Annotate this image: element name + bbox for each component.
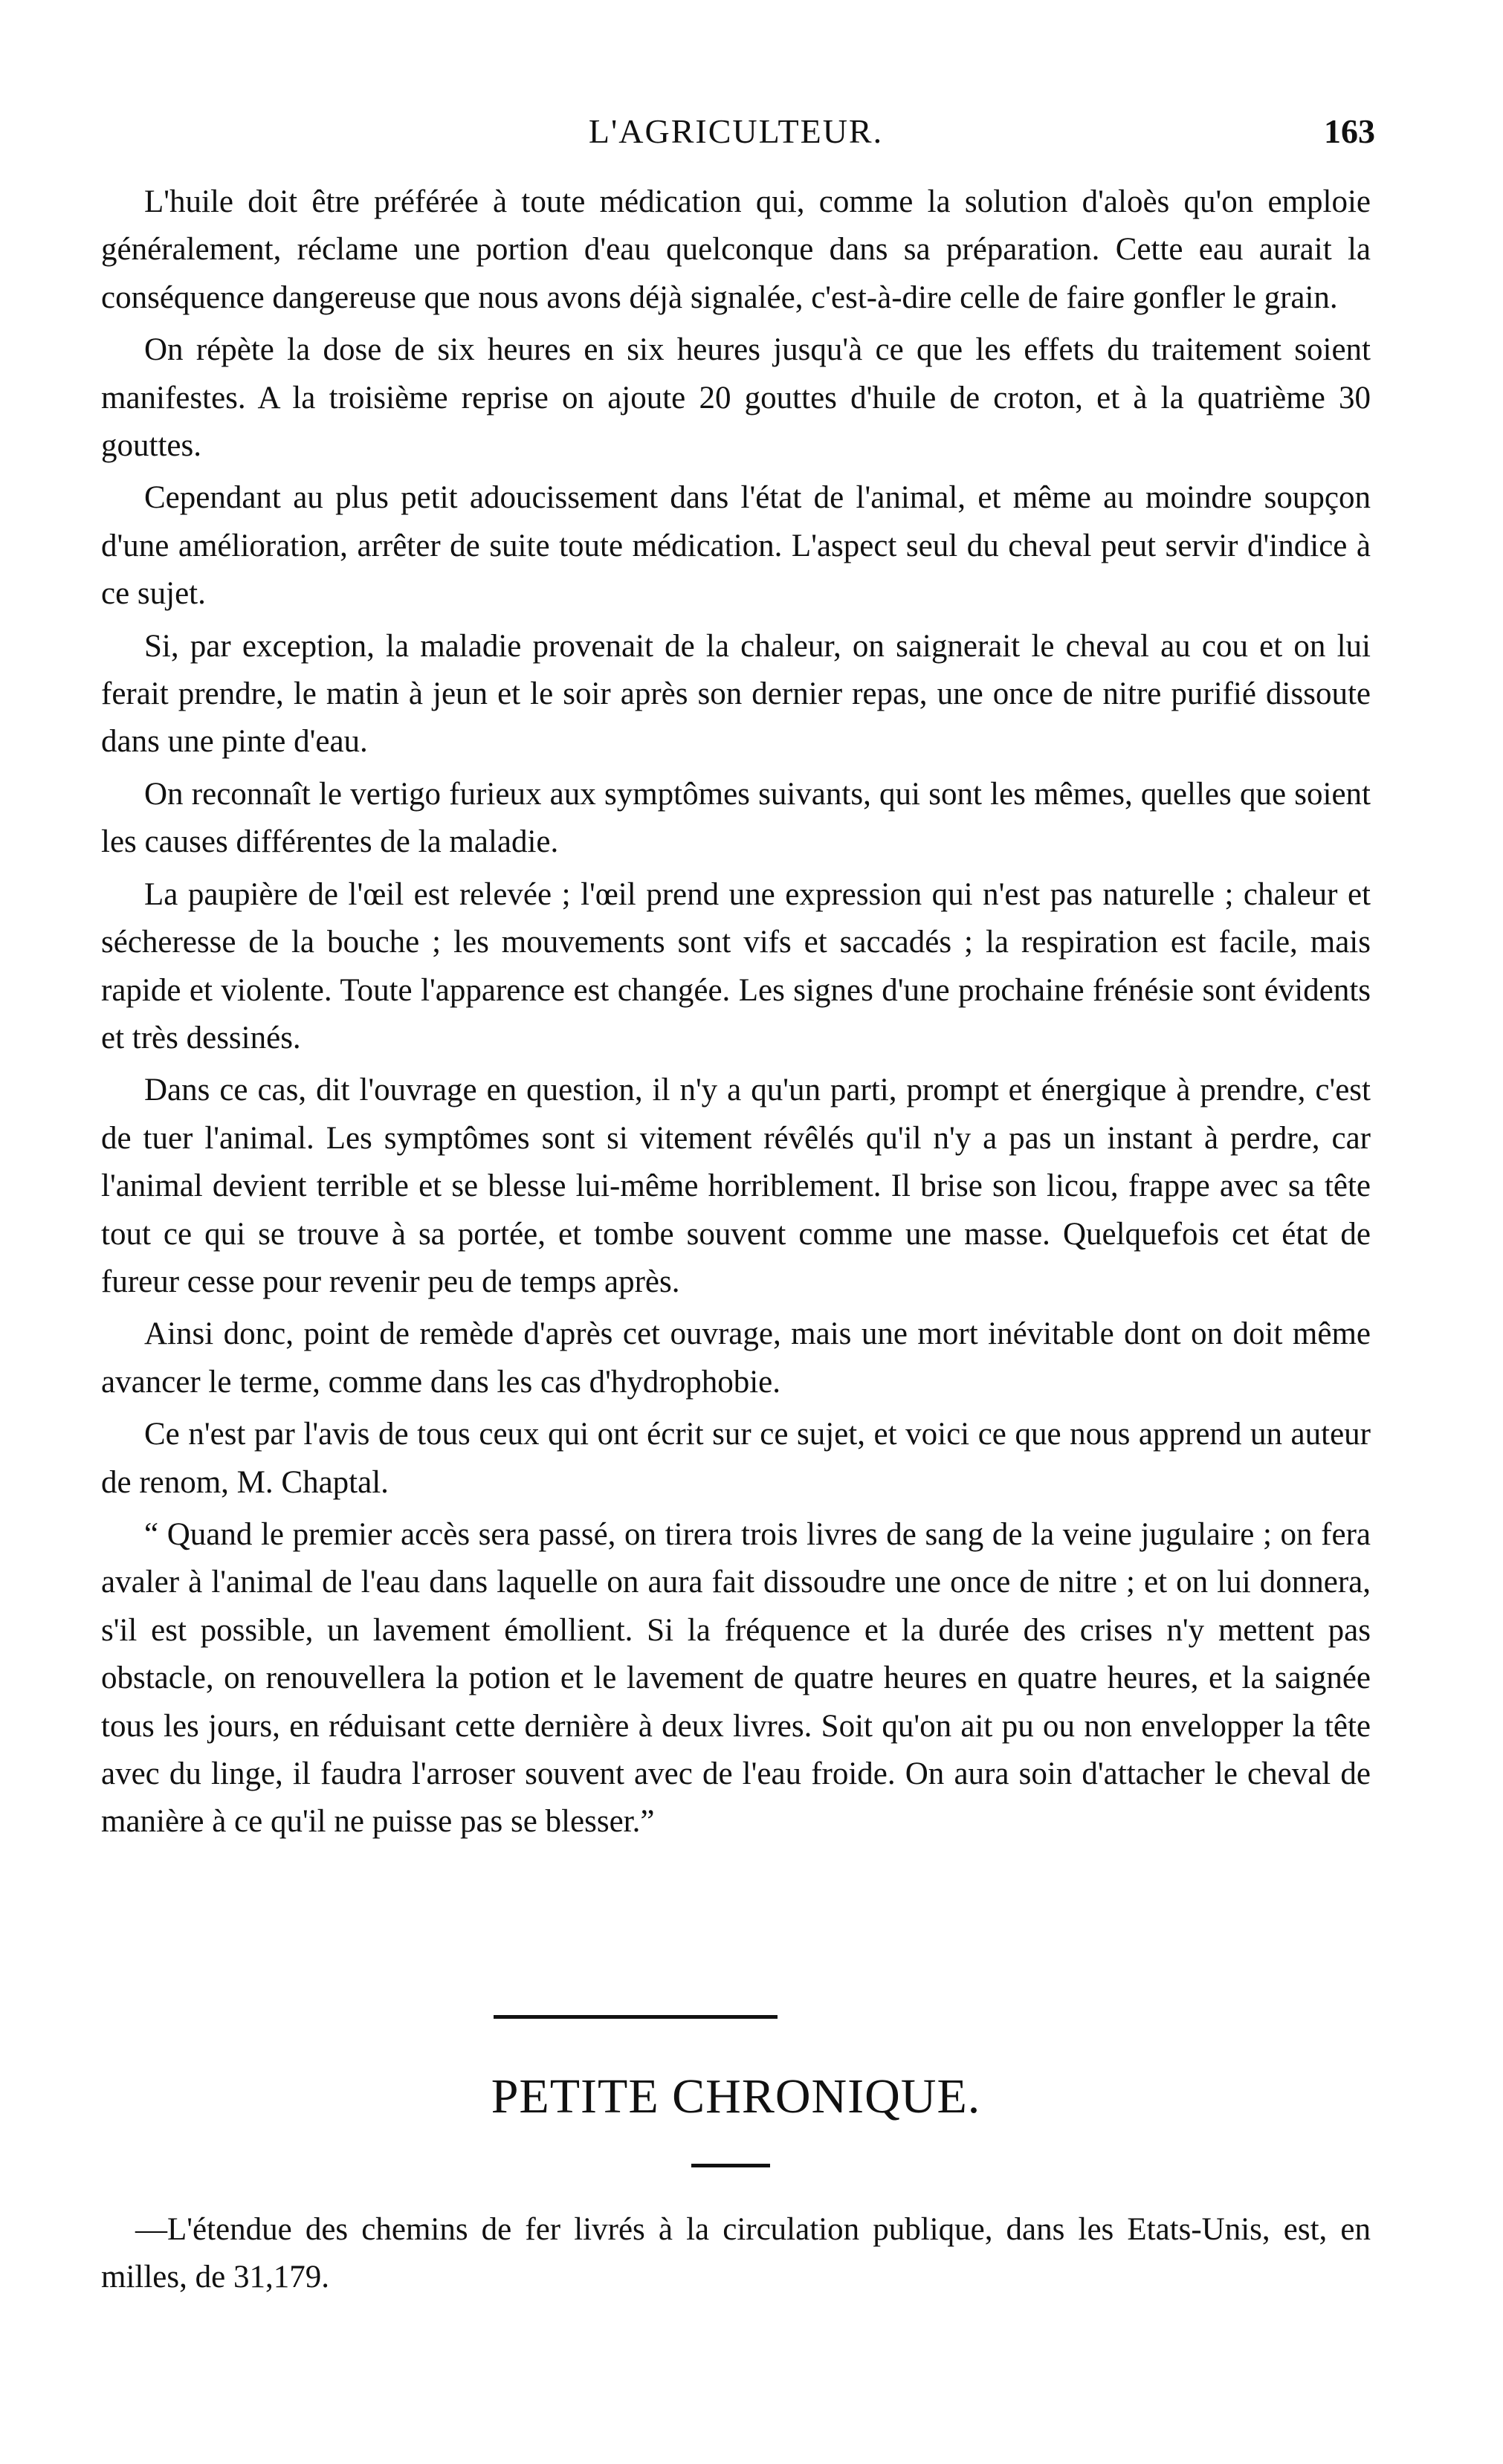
quoted-paragraph: “ Quand le premier accès sera passé, on tirera trois livres de sang de la veine jugulaire ; on fera avaler à l'animal de l'eau dans laquelle on aura fait dissoudre une once de nitre ; et on lui donnera, s'il est possible, un lavement émollient. Si la fréquence et la durée des crises n'y mettent pas obstacle, on renouvellera la potion et le lavement de quatre heures en quatre heures, et la saignée tous les jours, en réduisant cette dernière à deux livres. Soit qu'on ait pu ou non envelopper la tête avec du linge, il faudra l'arroser souvent avec de l'eau froide. On aura soin d'attacher le cheval de manière à ce qu'il ne puisse pas se blesser.”	[101, 1516, 1371, 1840]
running-title: L'AGRICULTEUR.	[588, 112, 884, 150]
chronique-text	[101, 2206, 1371, 2306]
paragraph: On reconnaît le vertigo furieux aux symptômes suivants, qui sont les mêmes, quelles que soient les causes différentes de la maladie.	[101, 776, 1371, 860]
paragraph: Dans ce cas, dit l'ouvrage en question, il n'y a qu'un parti, prompt et énergique à prendre, c'est de tuer l'animal. Les symptômes sont si vitement révêlés qu'il n'y a pas un instant à perdre, car l'animal devient terrible et se blesse lui-même horriblement. Il brise son licou, frappe avec sa tête tout ce qui se trouve à sa portée, et tombe souvent comme une masse. Quelquefois cet état de fureur cesse pour revenir peu de temps après.	[101, 1073, 1371, 1299]
paragraph: Ce n'est par l'avis de tous ceux qui ont écrit sur ce sujet, et voici ce que nous apprend un auteur de renom, M. Chaptal.	[101, 1417, 1371, 1500]
paragraph: Cependant au plus petit adoucissement dans l'état de l'animal, et même au moindre soupçon d'une amélioration, arrêter de suite toute médication. L'aspect seul du cheval peut servir d'indice à ce sujet.	[101, 480, 1371, 612]
section-divider	[494, 2015, 778, 2019]
section-heading: PETITE CHRONIQUE.	[491, 2069, 981, 2124]
paragraph: Ainsi donc, point de remède d'après cet ouvrage, mais une mort inévitable dont on doit même avancer le terme, comme dans les cas d'hydrophobie.	[101, 1316, 1371, 1400]
paragraph: La paupière de l'œil est relevée ; l'œil prend une expression qui n'est pas naturelle ; chaleur et sécheresse de la bouche ; les mouvements sont vifs et saccadés ; la respiration est facile, mais rapide et violente. Toute l'apparence est changée. Les signes d'une prochaine frénésie sont évidents et très dessinés.	[101, 876, 1371, 1055]
paragraph: Si, par exception, la maladie provenait de la chaleur, on saignerait le cheval au cou et on lui ferait prendre, le matin à jeun et le soir après son dernier repas, une once de nitre purifié dissoute dans une pinte d'eau.	[101, 628, 1371, 760]
heading-rule	[691, 2164, 770, 2167]
page-number: 163	[1324, 112, 1375, 150]
paragraph: L'huile doit être préférée à toute médication qui, comme la solution d'aloès qu'on emploie généralement, réclame une portion d'eau quelconque dans sa préparation. Cette eau aurait la conséquence dangereuse que nous avons déjà signalée, c'est-à-dire celle de faire gonfler le grain.	[101, 184, 1371, 315]
paragraph: On répète la dose de six heures en six heures jusqu'à ce que les effets du traitement soient manifestes. A la troisième reprise on ajoute 20 gouttes d'huile de croton, et à la quatrième 30 gouttes.	[101, 332, 1371, 464]
paragraph: —L'étendue des chemins de fer livrés à la circulation publique, dans les Etats-Unis, est, en milles, de 31,179.	[101, 2212, 1371, 2295]
main-text	[101, 178, 1371, 1851]
running-header	[97, 106, 1375, 158]
